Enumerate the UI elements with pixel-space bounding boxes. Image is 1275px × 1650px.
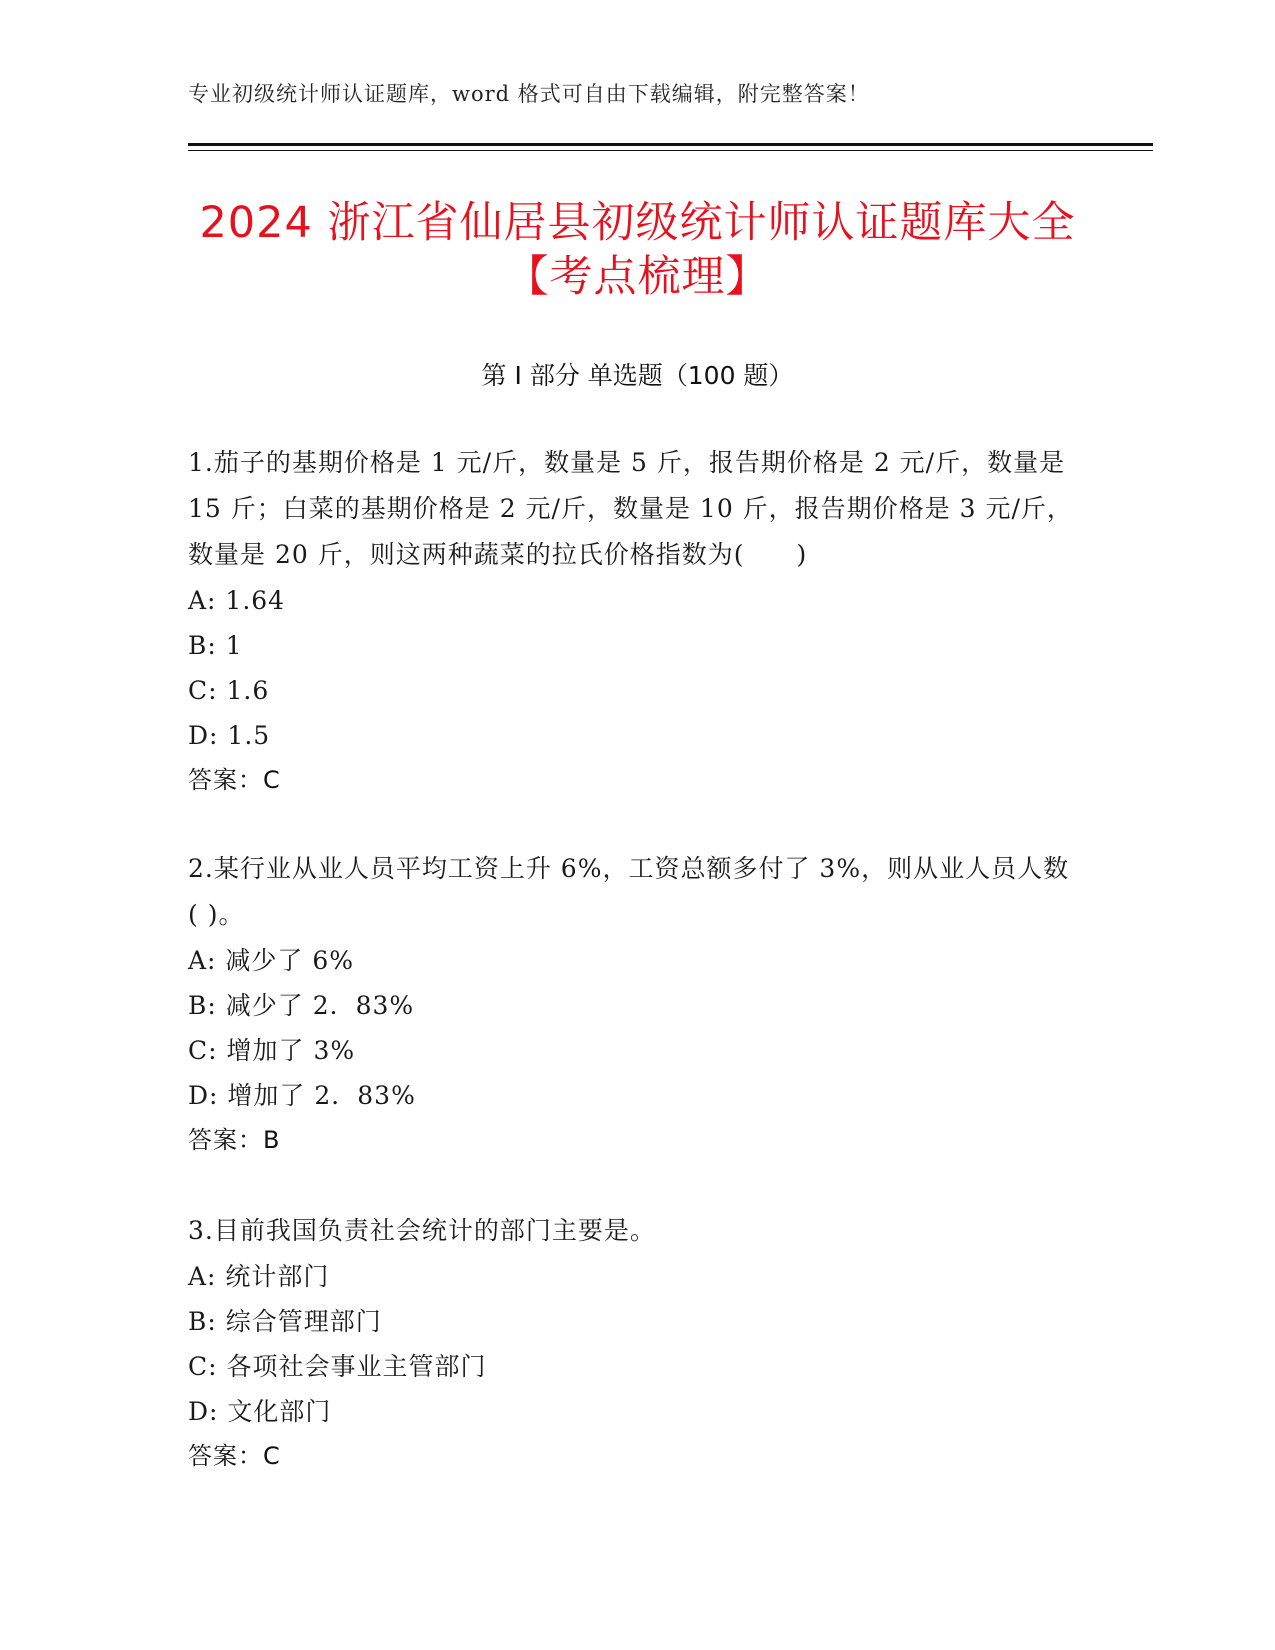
option-a: A: 1.64 bbox=[188, 586, 286, 615]
question-stem: 3.目前我国负责社会统计的部门主要是。 bbox=[188, 1216, 656, 1245]
option-a: A: 统计部门 bbox=[188, 1262, 330, 1291]
document-title-line-1: 2024 浙江省仙居县初级统计师认证题库大全 bbox=[199, 198, 1076, 248]
question-stem: 2.某行业从业人员平均工资上升 6%，工资总额多付了 3%，则从业人员人数( )。 bbox=[188, 854, 1070, 929]
option-b: B: 减少了 2．83% bbox=[188, 991, 415, 1020]
document-title-line-2: 【考点梳理】 bbox=[505, 252, 770, 302]
option-b: B: 综合管理部门 bbox=[188, 1307, 382, 1336]
document-title bbox=[0, 196, 1275, 304]
option-b: B: 1 bbox=[188, 631, 243, 660]
question-stem: 1.茄子的基期价格是 1 元/斤，数量是 5 斤，报告期价格是 2 元/斤，数量是 15 斤；白菜的基期价格是 2 元/斤，数量是 10 斤，报告期价格是 3 元/斤，数量是 20 斤，则这两种蔬菜的拉氏价格指数为( ) bbox=[188, 448, 1073, 569]
answer-line: 答案：B bbox=[188, 1126, 281, 1154]
question-block bbox=[188, 440, 1078, 803]
header-rule-thin bbox=[188, 150, 1153, 151]
answer-line: 答案：C bbox=[188, 766, 281, 794]
option-d: D: 1.5 bbox=[188, 721, 271, 750]
header-rule-thick bbox=[188, 143, 1153, 146]
option-a: A: 减少了 6% bbox=[188, 946, 355, 975]
option-c: C: 1.6 bbox=[188, 676, 270, 705]
option-c: C: 各项社会事业主管部门 bbox=[188, 1352, 487, 1381]
section-title: 第 I 部分 单选题（100 题） bbox=[481, 361, 794, 390]
answer-line: 答案：C bbox=[188, 1442, 281, 1470]
option-c: C: 增加了 3% bbox=[188, 1036, 356, 1065]
question-block bbox=[188, 846, 1078, 1163]
option-d: D: 文化部门 bbox=[188, 1397, 332, 1426]
header-note: 专业初级统计师认证题库，word 格式可自由下载编辑，附完整答案！ bbox=[188, 82, 870, 106]
option-d: D: 增加了 2．83% bbox=[188, 1081, 416, 1110]
question-block bbox=[188, 1208, 1078, 1479]
